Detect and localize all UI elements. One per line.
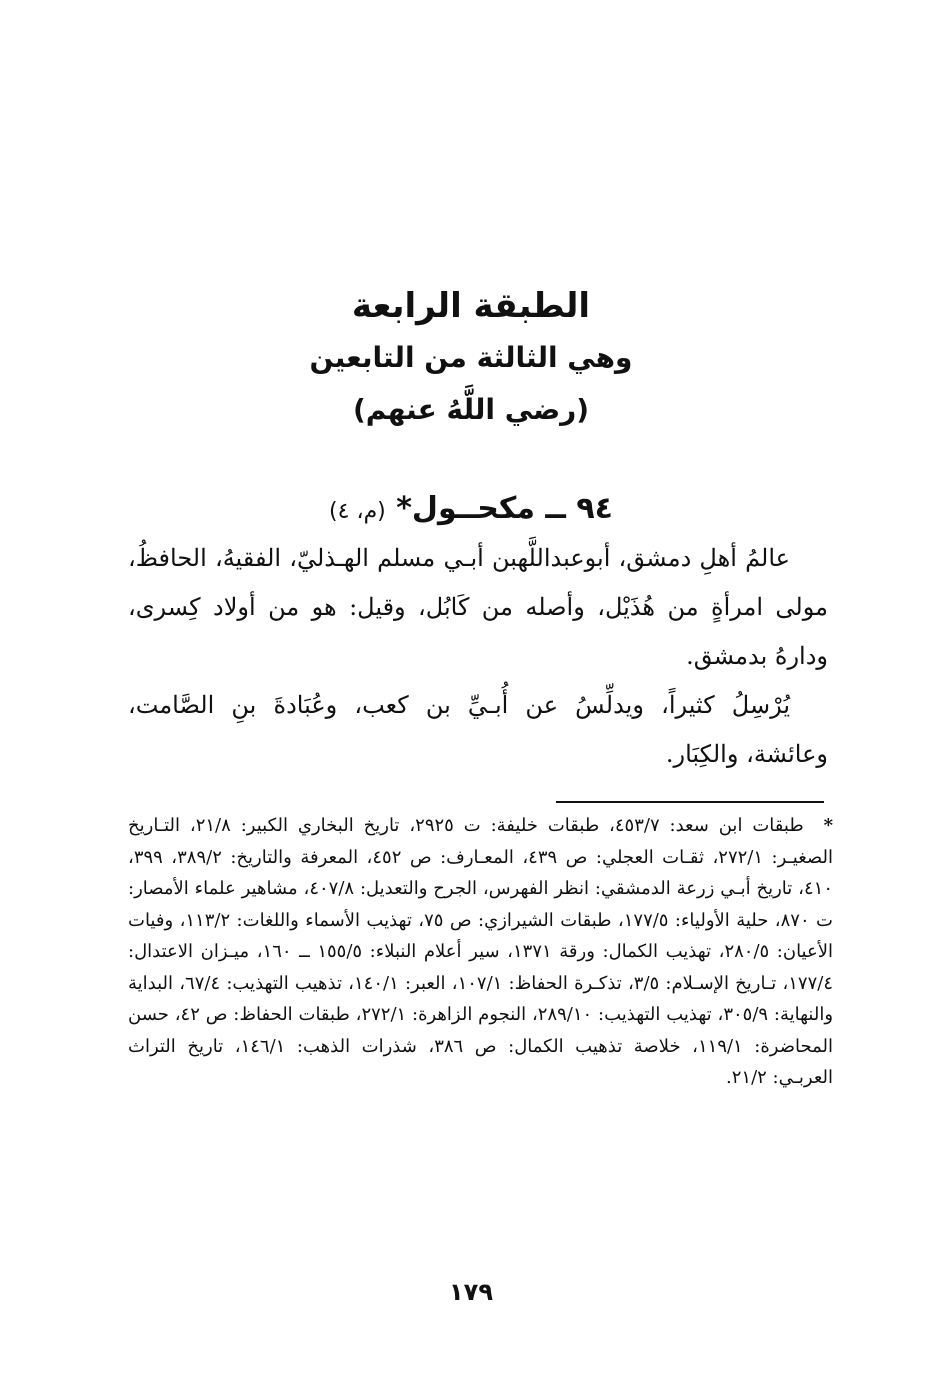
footnote — [128, 810, 833, 1094]
entry-body — [128, 534, 828, 779]
footnote-text: طبقات ابن سعد: ٤٥٣/٧، طبقات خليفة: ت ٢٩٢٥، تاريخ البخاري الكبير: ٢١/٨، التـاريخ الصغيـر: ٢٧٢/١، ثقـات العجلي: ص ٤٣٩، المعـارف: ص ٤٥٢، المعرفة والتاريخ: ٣٨٩/٢، ٣٩٩، ٤١٠، تاريخ أبـي زرعة الدمشقي: انظر الفهرس، الجرح والتعديل: ٤٠٧/٨، مشاهير علماء الأمصار: ت ٨٧٠، حلية الأولياء: ١٧٧/٥، طبقات الشيرازي: ص ٧٥، تهذيب الأسماء واللغات: ١١٣/٢، وفيات الأعيان: ٢٨٠/٥، تهذيب الكمال: ورقة ١٣٧١، سير أعلام النبلاء: ١٥٥/٥ ــ ١٦٠، ميـزان الاعتدال: ١٧٧/٤، تـاريخ الإسـلام: ٣/٥، تذكـرة الحفاظ: ١٠٧/١، العبر: ١٤٠/١، تذهيب التهذيب: ٦٧/٤، البداية والنهاية: ٣٠٥/٩، تهذيب التهذيب: ٢٨٩/١٠، النجوم الزاهرة: ٢٧٢/١، طبقات الحفاظ: ص ٤٢، حسن المحاضرة: ١١٩/١، خلاصة تذهيب الكمال: ص ٣٨٦، شذرات الذهب: ١٤٦/١، تاريخ التراث العربـي: ٢١/٢. — [128, 815, 834, 1088]
body-paragraph: يُرْسِلُ كثيراً، ويدلِّسُ عن أُبـيِّ بن كعب، وعُبَادةَ بنِ الصَّامت، وعائشة، والكِبَار. — [128, 691, 828, 768]
section-title: الطبقة الرابعة — [351, 286, 591, 326]
entry-codes: (م، ٤) — [329, 499, 386, 524]
entry-heading — [0, 486, 942, 535]
page-number: ١٧٩ — [449, 1278, 493, 1306]
section-blessing: (رضي اللَّهُ عنهم) — [352, 393, 590, 426]
section-subtitle: وهي الثالثة من التابعين — [309, 341, 633, 374]
footnote-marker: * — [823, 815, 833, 836]
section-headings — [0, 280, 942, 436]
footnote-divider — [556, 801, 824, 803]
body-paragraph: عالمُ أهلِ دمشق، أبوعبداللَّهبن أبـي مسلم الهـذليّ، الفقيهُ، الحافظُ، مولى امرأةٍ من هُذَيْل، وأصله من كَابُل، وقيل: هو من أولاد كِسرى، ودارهُ بدمشق. — [128, 544, 828, 670]
entry-title: ٩٤ ــ مكحــول* — [396, 491, 613, 526]
